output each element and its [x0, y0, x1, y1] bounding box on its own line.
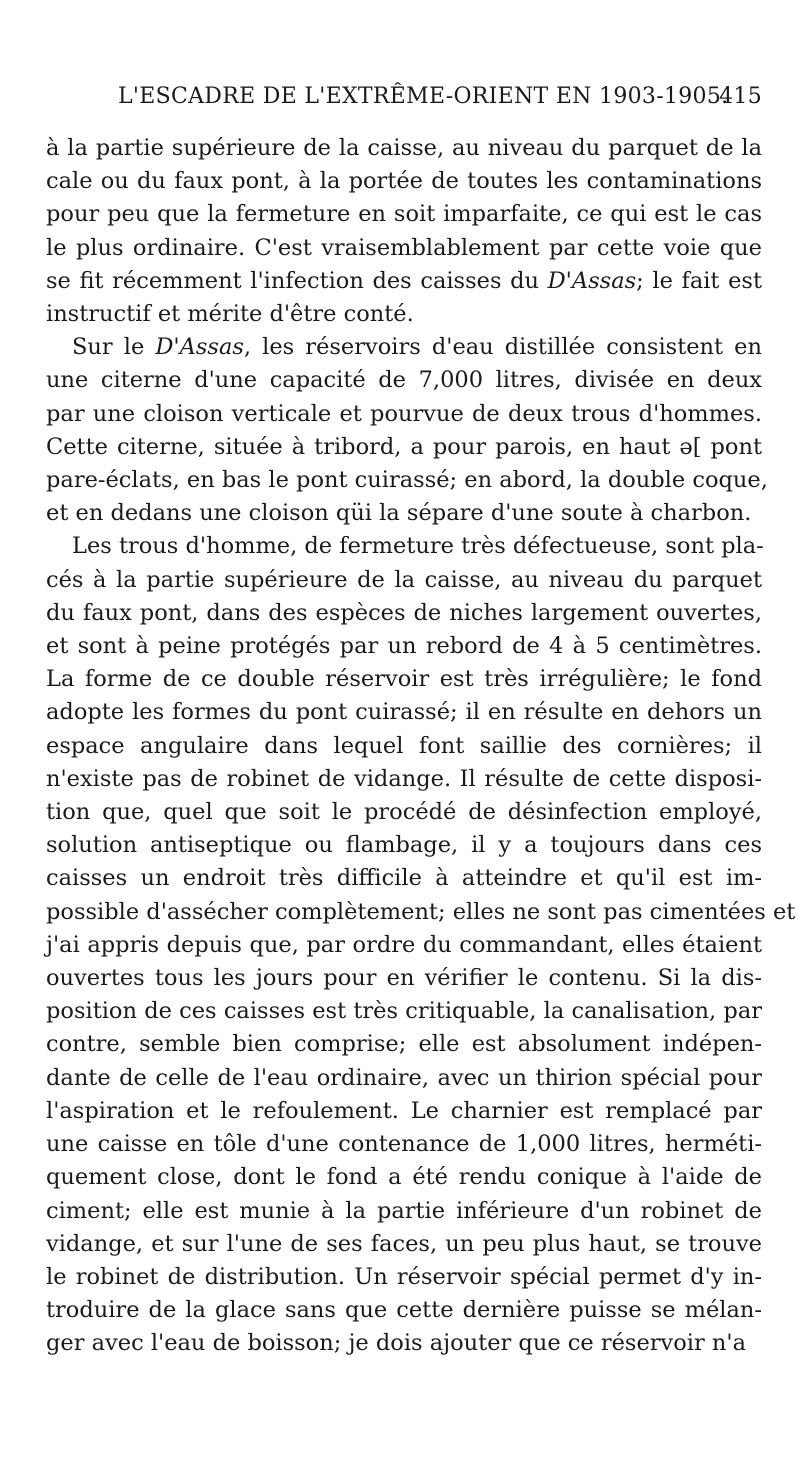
text-line: ger avec l'eau de boisson; je dois ajouter que ce réservoir n'a [46, 1330, 747, 1357]
text-line: n'existe pas de robinet de vidange. Il résulte de cette disposi- [46, 765, 762, 792]
text-line: une caisse en tôle d'une contenance de 1,000 litres, herméti- [46, 1131, 762, 1158]
text-line: j'ai appris depuis que, par ordre du commandant, elles étaient [46, 931, 762, 958]
paragraph [46, 530, 796, 1360]
paragraph [46, 331, 768, 530]
text-line: La forme de ce double réservoir est très irrégulière; le fond [46, 666, 762, 693]
text-line: ouvertes tous les jours pour en vérifier le contenu. Si la dis- [46, 965, 762, 992]
text-line: le plus ordinaire. C'est vraisemblablement par cette voie que [46, 234, 762, 261]
text-line: instructif et mérite d'être conté. [46, 301, 414, 328]
text-line: par une cloison verticale et pourvue de deux trous d'hommes. [46, 400, 762, 427]
text-line: ciment; elle est munie à la partie inférieure d'un robinet de [46, 1197, 762, 1224]
text-line: cés à la partie supérieure de la caisse, au niveau du parquet [46, 566, 762, 593]
text-line: cale ou du faux pont, à la portée de toutes les contaminations [46, 168, 762, 195]
body-text [46, 132, 796, 1361]
text-line: se fit récemment l'infection des caisses du D'Assas; le fait est [46, 267, 762, 294]
text-line: contre, semble bien comprise; elle est absolument indépen- [46, 1031, 762, 1058]
text-line: pare-éclats, en bas le pont cuirassé; en abord, la double coque, [46, 467, 768, 494]
text-line: possible d'assécher complètement; elles ne sont pas cimentées et [46, 898, 796, 925]
text-line: le robinet de distribution. Un réservoir spécial permet d'y in- [46, 1263, 762, 1290]
text-line: solution antiseptique ou flambage, il y a toujours dans ces [46, 832, 762, 859]
text-line: à la partie supérieure de la caisse, au niveau du parquet de la [46, 135, 762, 161]
text-line: Les trous d'homme, de fermeture très défectueuse, sont pla- [72, 533, 764, 560]
text-line: une citerne d'une capacité de 7,000 litres, divisée en deux [46, 367, 762, 394]
text-line: vidange, et sur l'une de ses faces, un peu plus haut, se trouve [46, 1230, 762, 1257]
paragraph [46, 132, 762, 331]
page-number: 415 [719, 84, 762, 109]
text-line: Sur le D'Assas, les réservoirs d'eau distillée consistent en [72, 334, 762, 361]
text-line: l'aspiration et le refoulement. Le charnier est remplacé par [46, 1097, 762, 1124]
text-line: et en dedans une cloison qüi la sépare d'une soute à charbon. [46, 500, 752, 527]
text-line: du faux pont, dans des espèces de niches largement ouvertes, [46, 599, 762, 626]
running-title: L'ESCADRE DE L'EXTRÊME-ORIENT EN 1903-1905. [118, 84, 729, 109]
text-line: troduire de la glace sans que cette dernière puisse se mélan- [46, 1297, 762, 1324]
text-line: et sont à peine protégés par un rebord de 4 à 5 centimètres. [46, 633, 762, 660]
ship-name: D'Assas [547, 267, 637, 294]
text-line: tion que, quel que soit le procédé de désinfection employé, [46, 799, 762, 826]
text-line: adopte les formes du pont cuirassé; il en résulte en dehors un [46, 699, 762, 726]
text-line: position de ces caisses est très critiquable, la canalisation, par [46, 998, 762, 1025]
text-line: espace angulaire dans lequel font saillie des cornières; il [46, 732, 762, 759]
text-line: dante de celle de l'eau ordinaire, avec un thirion spécial pour [46, 1064, 762, 1091]
text-line: pour peu que la fermeture en soit imparfaite, ce qui est le cas [46, 201, 762, 228]
text-line: caisses un endroit très difficile à atteindre et qu'il est im- [46, 865, 762, 892]
text-line: quement close, dont le fond a été rendu conique à l'aide de [46, 1164, 762, 1191]
ship-name: D'Assas [155, 334, 244, 361]
text-line: Cette citerne, située à tribord, a pour parois, en haut ə[ pont [46, 433, 762, 460]
